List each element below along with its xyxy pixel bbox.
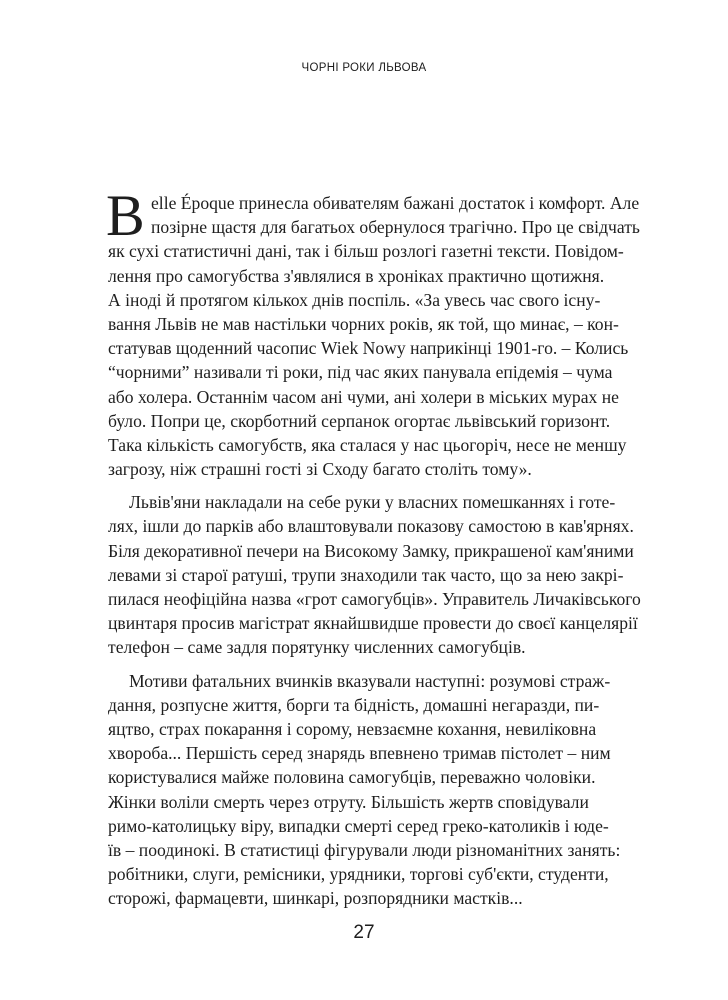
drop-cap: B [106,183,145,248]
text-line: римо-католицьку віру, випадки смерті серед греко-католиків і юде- [108,815,609,836]
text-line: сторожі, фармацевти, шинкарі, розпорядники мастків... [108,888,523,909]
text-line: elle Époque принесла обивателям бажані достаток і комфорт. Але [151,193,640,213]
text-line: було. Попри це, скорботний серпанок огортає львівський горизонт. [108,410,611,431]
text-line: А іноді й протягом кількох днів поспіль. «За увесь час свого існу- [108,289,601,310]
text-line: телефон – саме задля порятунку численних самогубців. [108,637,526,658]
text-line: вання Львів не мав настільки чорних років, як той, що минає, – кон- [108,313,619,334]
text-line: Така кількість самогубств, яка сталася у нас цьогоріч, несе не меншу [108,434,627,455]
paragraph [108,669,622,911]
text-line: яцтво, страх покарання і сорому, невзаємне кохання, невиліковна [108,718,597,739]
text-line: користувалися майже половина самогубців, переважно чоловіки. [108,767,596,788]
text-line: пилася неофіційна назва «грот самогубців». Управитель Личаківського [108,589,641,609]
text-line: цвинтаря просив магістрат якнайшвидше провести до своєї канцелярії [108,613,638,634]
paragraph [106,183,640,481]
text-line: “чорними” називали ті роки, під час яких панувала епідемія – чума [108,362,613,383]
text-line: Мотиви фатальних вчинків вказували наступні: розумові страж- [129,670,611,691]
text-line: робітники, слуги, ремісники, урядники, торгові суб'єкти, студенти, [108,864,609,885]
text-line: лення про самогубства з'являлися в хроніках практично щотижня. [108,265,605,286]
running-head: ЧОРНІ РОКИ ЛЬВОВА [301,62,427,74]
page-number: 27 [353,922,375,943]
body-text [106,183,641,910]
text-line: левами зі старої ратуші, трупи знаходили так часто, що за нею закрі- [108,564,624,585]
paragraph [108,490,641,659]
text-line: Жінки воліли смерть через отруту. Більшість жертв сповідували [108,791,589,812]
text-line: Біля декоративної печери на Високому Замку, прикрашеної кам'яними [108,540,634,561]
text-line: як сухі статистичні дані, так і більш розлогі газетні тексти. Повідом- [108,241,624,262]
text-line: загрозу, ніж страшні гості зі Сходу багато століть тому». [108,459,532,480]
text-line: або холера. Останнім часом ані чуми, ані холери в міських мурах не [108,386,619,407]
text-line: дання, розпусне життя, борги та бідність, домашні негаразди, пи- [108,694,600,715]
text-line: хвороба... Першість серед знарядь впевнено тримав пістолет – ним [108,743,611,764]
text-line: позірне щастя для багатьох обернулося трагічно. Про це свідчать [151,217,640,238]
text-line: Львів'яни накладали на себе руки у власних помешканнях і готе- [129,492,616,513]
text-line: лях, ішли до парків або влаштовували показову самостою в кав'ярнях. [108,516,634,537]
text-line: їв – поодинокі. В статистиці фігурували люди різноманітних занять: [108,839,621,860]
text-line: статував щоденний часопис Wiek Nowy наприкінці 1901-го. – Колись [108,338,629,359]
